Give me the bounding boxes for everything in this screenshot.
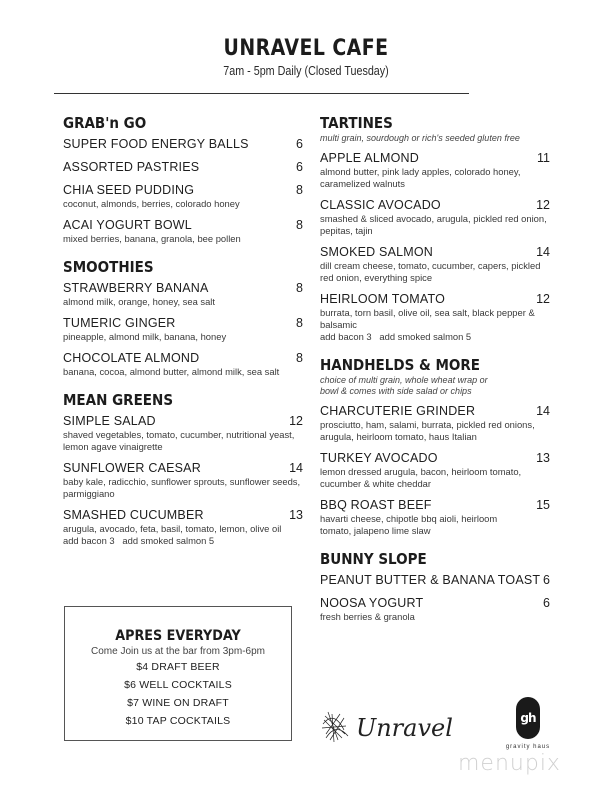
item-price: 12 bbox=[536, 292, 550, 306]
menu-item bbox=[320, 245, 550, 284]
gravity-haus-logo bbox=[516, 697, 540, 739]
item-description: smashed & sliced avocado, arugula, pickled red onion, pepitas, tajin bbox=[320, 213, 547, 236]
menu-item bbox=[320, 151, 550, 190]
item-price: 15 bbox=[536, 498, 550, 512]
apres-deal: $7 WINE ON DRAFT bbox=[127, 697, 229, 709]
section-title: GRAB'n GO bbox=[63, 114, 147, 132]
item-price: 14 bbox=[289, 461, 303, 475]
item-price: 13 bbox=[289, 508, 303, 522]
menu-item bbox=[63, 316, 303, 343]
right-column bbox=[320, 113, 550, 635]
item-price: 8 bbox=[296, 218, 303, 232]
apres-subtitle: Come Join us at the bar from 3pm-6pm bbox=[91, 646, 265, 657]
item-name: SUNFLOWER CAESAR bbox=[63, 461, 201, 475]
item-name: HEIRLOOM TOMATO bbox=[320, 292, 446, 306]
item-addons: add bacon 3 add smoked salmon 5 bbox=[63, 535, 215, 546]
logo-mark: gh bbox=[520, 711, 536, 725]
item-addons: add bacon 3 add smoked salmon 5 bbox=[320, 331, 472, 342]
menupix-watermark: menupix bbox=[458, 751, 561, 776]
menu-header bbox=[0, 36, 612, 78]
item-name: CLASSIC AVOCADO bbox=[320, 198, 441, 212]
item-description: baby kale, radicchio, sunflower sprouts, sunflower seeds, parmiggiano bbox=[63, 476, 301, 499]
section-note: choice of multi grain, whole wheat wrap or bowl & comes with side salad or chips bbox=[320, 375, 488, 396]
menu-item bbox=[63, 281, 303, 308]
section-title: HANDHELDS & MORE bbox=[320, 356, 481, 374]
section-bunny-slope bbox=[320, 549, 550, 623]
item-price: 13 bbox=[536, 451, 550, 465]
item-price: 8 bbox=[296, 351, 303, 365]
gravity-haus-text: gravity haus bbox=[505, 744, 551, 750]
section-note: multi grain, sourdough or rich's seeded gluten free bbox=[320, 133, 520, 143]
item-description: almond butter, pink lady apples, colorado honey, caramelized walnuts bbox=[320, 166, 521, 189]
item-description: almond milk, orange, honey, sea salt bbox=[63, 296, 215, 307]
apres-deal: $10 TAP COCKTAILS bbox=[125, 715, 231, 727]
item-description: mixed berries, banana, granola, bee pollen bbox=[63, 233, 241, 244]
item-name: TURKEY AVOCADO bbox=[320, 451, 438, 465]
item-price: 6 bbox=[543, 596, 550, 610]
item-description: prosciutto, ham, salami, burrata, pickled red onions, arugula, heirloom tomato, haus Italian bbox=[320, 419, 535, 442]
item-name: ACAI YOGURT BOWL bbox=[63, 218, 192, 232]
item-name: CHIA SEED PUDDING bbox=[63, 183, 195, 197]
menu-item bbox=[63, 508, 303, 547]
item-description: lemon dressed arugula, bacon, heirloom tomato, cucumber & white cheddar bbox=[320, 466, 522, 489]
cafe-title: UNRAVEL CAFE bbox=[223, 36, 389, 61]
menu-item bbox=[63, 218, 303, 245]
section-smoothies bbox=[63, 257, 303, 378]
item-description: dill cream cheese, tomato, cucumber, capers, pickled red onion, everything spice bbox=[320, 260, 541, 283]
section-title: MEAN GREENS bbox=[63, 391, 174, 409]
section-grab-n-go bbox=[63, 113, 303, 245]
item-name: BBQ ROAST BEEF bbox=[320, 498, 432, 512]
item-name: SMASHED CUCUMBER bbox=[63, 508, 204, 522]
opening-hours: 7am - 5pm Daily (Closed Tuesday) bbox=[223, 64, 389, 78]
section-title: SMOOTHIES bbox=[63, 258, 154, 276]
menu-item bbox=[63, 183, 303, 210]
apres-box bbox=[64, 606, 292, 741]
left-column bbox=[63, 113, 303, 559]
menu-item bbox=[320, 498, 550, 537]
item-name: CHARCUTERIE GRINDER bbox=[320, 404, 476, 418]
item-price: 6 bbox=[296, 160, 303, 174]
item-description: banana, cocoa, almond butter, almond milk, sea salt bbox=[63, 366, 280, 377]
item-name: APPLE ALMOND bbox=[320, 151, 419, 165]
item-price: 6 bbox=[543, 573, 550, 587]
item-price: 8 bbox=[296, 183, 303, 197]
item-name: PEANUT BUTTER & BANANA TOAST bbox=[320, 573, 541, 587]
menu-item bbox=[63, 414, 303, 453]
item-price: 14 bbox=[536, 245, 550, 259]
item-name: STRAWBERRY BANANA bbox=[63, 281, 209, 295]
item-description: pineapple, almond milk, banana, honey bbox=[63, 331, 227, 342]
item-description: shaved vegetables, tomato, cucumber, nutritional yeast, lemon agave vinaigrette bbox=[63, 429, 295, 452]
item-name: CHOCOLATE ALMOND bbox=[63, 351, 200, 365]
menu-item bbox=[320, 573, 550, 588]
item-name: ASSORTED PASTRIES bbox=[63, 160, 200, 174]
item-name: SMOKED SALMON bbox=[320, 245, 434, 259]
section-mean-greens bbox=[63, 390, 303, 547]
item-price: 8 bbox=[296, 281, 303, 295]
item-price: 6 bbox=[296, 137, 303, 151]
section-title: BUNNY SLOPE bbox=[320, 550, 427, 568]
menu-item bbox=[320, 596, 550, 623]
item-price: 14 bbox=[536, 404, 550, 418]
item-price: 8 bbox=[296, 316, 303, 330]
item-name: NOOSA YOGURT bbox=[320, 596, 424, 610]
apres-deal: $4 DRAFT BEER bbox=[136, 661, 220, 673]
menu-item bbox=[63, 461, 303, 500]
menu-item bbox=[320, 451, 550, 490]
menu-item bbox=[320, 404, 550, 443]
item-description: arugula, avocado, feta, basil, tomato, lemon, olive oil bbox=[63, 523, 282, 534]
item-price: 11 bbox=[537, 151, 550, 165]
item-description: coconut, almonds, berries, colorado honey bbox=[63, 198, 240, 209]
header-divider bbox=[54, 93, 469, 94]
menu-item bbox=[63, 160, 303, 175]
item-price: 12 bbox=[536, 198, 550, 212]
signature-text: Unravel bbox=[356, 714, 453, 742]
item-name: SIMPLE SALAD bbox=[63, 414, 156, 428]
item-description: burrata, torn basil, olive oil, sea salt, black pepper & balsamic bbox=[320, 307, 535, 330]
menu-item bbox=[63, 137, 303, 152]
menu-item bbox=[320, 292, 550, 343]
item-name: SUPER FOOD ENERGY BALLS bbox=[63, 137, 249, 151]
item-description: fresh berries & granola bbox=[320, 611, 415, 622]
scribble-icon bbox=[320, 700, 470, 750]
apres-deal: $6 WELL COCKTAILS bbox=[124, 679, 232, 691]
section-handhelds bbox=[320, 355, 550, 537]
unravel-signature-logo bbox=[320, 700, 470, 750]
item-name: TUMERIC GINGER bbox=[63, 316, 176, 330]
menu-item bbox=[320, 198, 550, 237]
menu-item bbox=[63, 351, 303, 378]
section-title: TARTINES bbox=[320, 114, 393, 132]
item-price: 12 bbox=[289, 414, 303, 428]
item-description: havarti cheese, chipotle bbq aioli, heirloom tomato, jalapeno lime slaw bbox=[320, 513, 498, 536]
apres-title: APRES EVERYDAY bbox=[115, 628, 241, 644]
section-tartines bbox=[320, 113, 550, 343]
